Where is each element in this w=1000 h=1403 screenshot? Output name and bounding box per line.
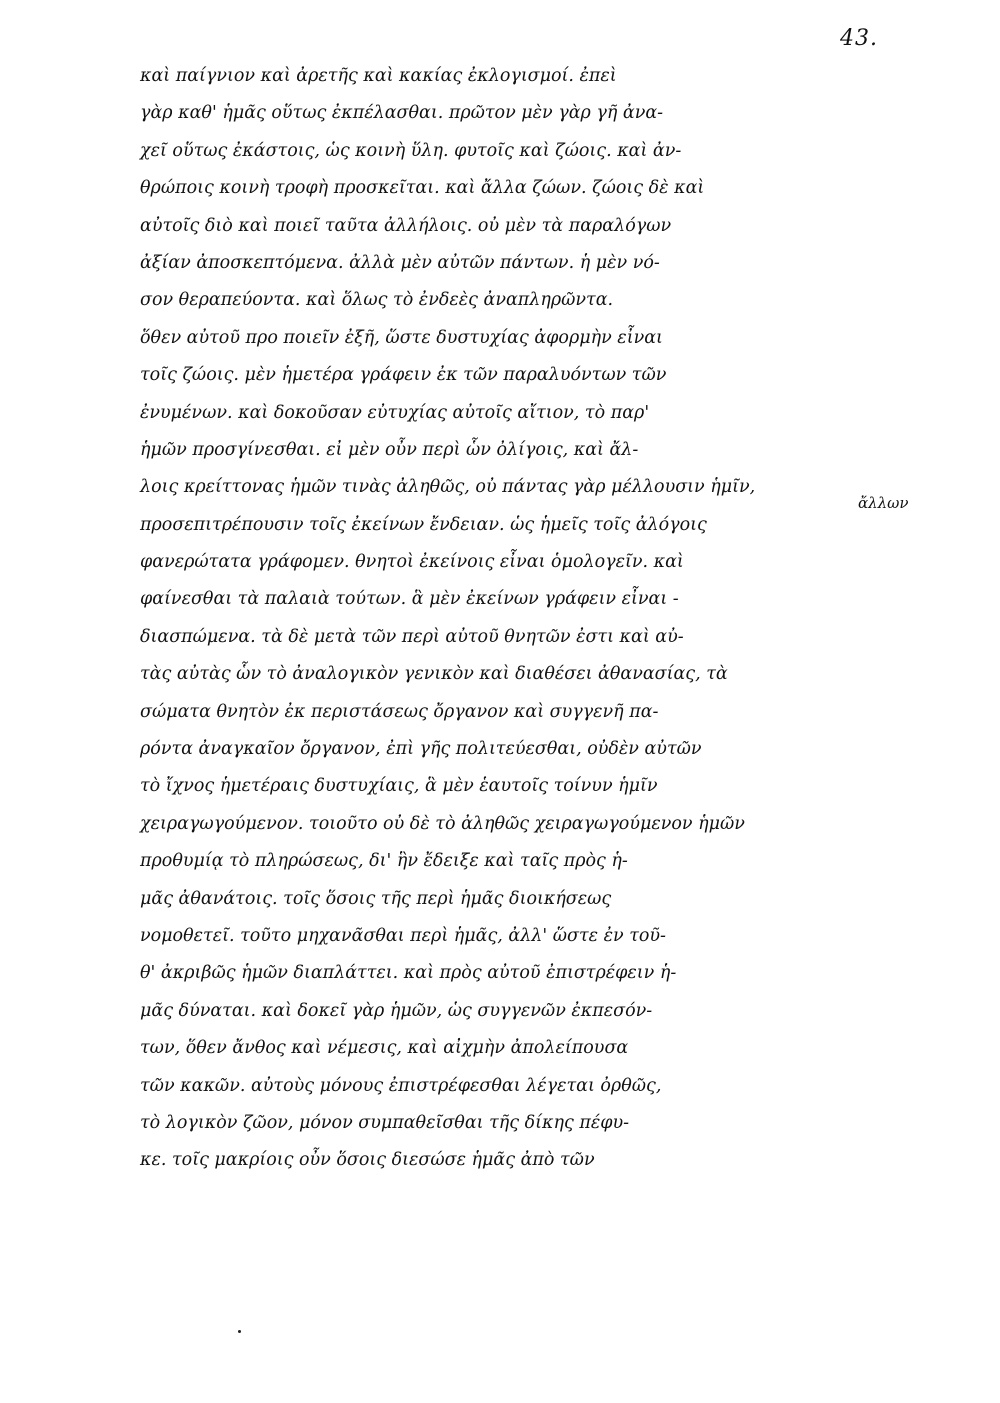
text-line: τοῖς ζώοις. μὲν ἡμετέρα γράφειν ἐκ τῶν παραλυόντων τῶν	[140, 365, 667, 386]
text-line: λοις κρείττονας ἡμῶν τινὰς ἀληθῶς, οὐ πάντας γὰρ μέλλουσιν ἡμῖν,	[140, 477, 756, 498]
text-line: τὰς αὐτὰς ὧν τὸ ἀναλογικὸν γενικὸν καὶ διαθέσει ἀθανασίας, τὰ	[140, 664, 728, 685]
text-line: νομοθετεῖ. τοῦτο μηχανᾶσθαι περὶ ἡμᾶς, ἀλλ' ὥστε ἐν τοῦ-	[140, 925, 666, 946]
text-line: τῶν κακῶν. αὐτοὺς μόνους ἐπιστρέφεσθαι λέγεται ὀρθῶς,	[140, 1075, 662, 1096]
text-line: των, ὅθεν ἄνθος καὶ νέμεσις, καὶ αἰχμὴν ἀπολείπουσα	[140, 1038, 629, 1059]
margin-note: ἄλλων	[858, 494, 909, 512]
text-line: αὐτοῖς διὸ καὶ ποιεῖ ταῦτα ἀλλήλοις. οὐ μὲν τὰ παραλόγων	[140, 215, 672, 236]
text-line: χειραγωγούμενον. τοιοῦτο οὐ δὲ τὸ ἀληθῶς χειραγωγούμενον ἡμῶν	[140, 813, 745, 834]
text-line: θρώποις κοινὴ τροφὴ προσκεῖται. καὶ ἄλλα ζώων. ζώοις δὲ καὶ	[140, 178, 705, 199]
text-line: μᾶς ἀθανάτοις. τοῖς ὅσοις τῆς περὶ ἡμᾶς διοικήσεως	[140, 888, 612, 909]
text-line: ἀξίαν ἀποσκεπτόμενα. ἀλλὰ μὲν αὐτῶν πάντων. ἡ μὲν νό-	[140, 252, 660, 273]
text-line: καὶ παίγνιον καὶ ἀρετῆς καὶ κακίας ἐκλογισμοί. ἐπεὶ	[140, 66, 617, 86]
text-line: μᾶς δύναται. καὶ δοκεῖ γὰρ ἡμῶν, ὡς συγγενῶν ἐκπεσόν-	[140, 1000, 653, 1021]
text-line: τὸ λογικὸν ζῶον, μόνον συμπαθεῖσθαι τῆς δίκης πέφυ-	[140, 1112, 630, 1133]
text-line: ἐνυμένων. καὶ δοκοῦσαν εὐτυχίας αὐτοῖς αἴτιον, τὸ παρ'	[140, 402, 650, 423]
text-line: ρόντα ἀναγκαῖον ὄργανον, ἐπὶ γῆς πολιτεύεσθαι, οὐδὲν αὐτῶν	[140, 739, 702, 760]
text-line: φανερώτατα γράφομεν. θνητοὶ ἐκείνοις εἶναι ὁμολογεῖν. καὶ	[140, 552, 684, 573]
text-line: γὰρ καθ' ἡμᾶς οὕτως ἐκπέλασθαι. πρῶτον μὲν γὰρ γῆ ἀνα-	[140, 103, 664, 124]
text-line: κε. τοῖς μακρίοις οὖν ὅσοις διεσώσε ἡμᾶς ἀπὸ τῶν	[140, 1150, 595, 1171]
page-number: 43.	[840, 26, 878, 51]
text-line: θ' ἀκριβῶς ἡμῶν διαπλάττει. καὶ πρὸς αὐτοῦ ἐπιστρέφειν ἡ-	[140, 963, 677, 984]
text-line: σώματα θνητὸν ἐκ περιστάσεως ὄργανον καὶ συγγενῆ πα-	[140, 701, 659, 722]
text-line: προσεπιτρέπουσιν τοῖς ἐκείνων ἔνδειαν. ὡς ἡμεῖς τοῖς ἀλόγοις	[140, 514, 707, 535]
text-line: προθυμίᾳ τὸ πληρώσεως, δι' ἣν ἔδειξε καὶ ταῖς πρὸς ἡ-	[140, 851, 628, 872]
handwritten-text-body	[140, 58, 840, 1180]
ink-dot	[238, 1330, 241, 1333]
text-line: διασπώμενα. τὰ δὲ μετὰ τῶν περὶ αὐτοῦ θνητῶν ἐστι καὶ αὐ-	[140, 626, 684, 647]
text-line: χεῖ οὕτως ἐκάστοις, ὡς κοινὴ ὕλη. φυτοῖς καὶ ζώοις. καὶ ἀν-	[140, 140, 682, 161]
text-line: φαίνεσθαι τὰ παλαιὰ τούτων. ἃ μὲν ἐκείνων γράφειν εἶναι -	[140, 589, 679, 610]
text-line: ὅθεν αὐτοῦ προ ποιεῖν ἐξῆ, ὥστε δυστυχίας ἀφορμὴν εἶναι	[140, 327, 663, 348]
text-line: σον θεραπεύοντα. καὶ ὅλως τὸ ἐνδεὲς ἀναπληρῶντα.	[140, 290, 614, 311]
text-line: τὸ ἴχνος ἡμετέραις δυστυχίαις, ἃ μὲν ἑαυτοῖς τοίνυν ἡμῖν	[140, 776, 658, 797]
text-line: ἡμῶν προσγίνεσθαι. εἰ μὲν οὖν περὶ ὧν ὀλίγοις, καὶ ἄλ-	[140, 439, 639, 460]
